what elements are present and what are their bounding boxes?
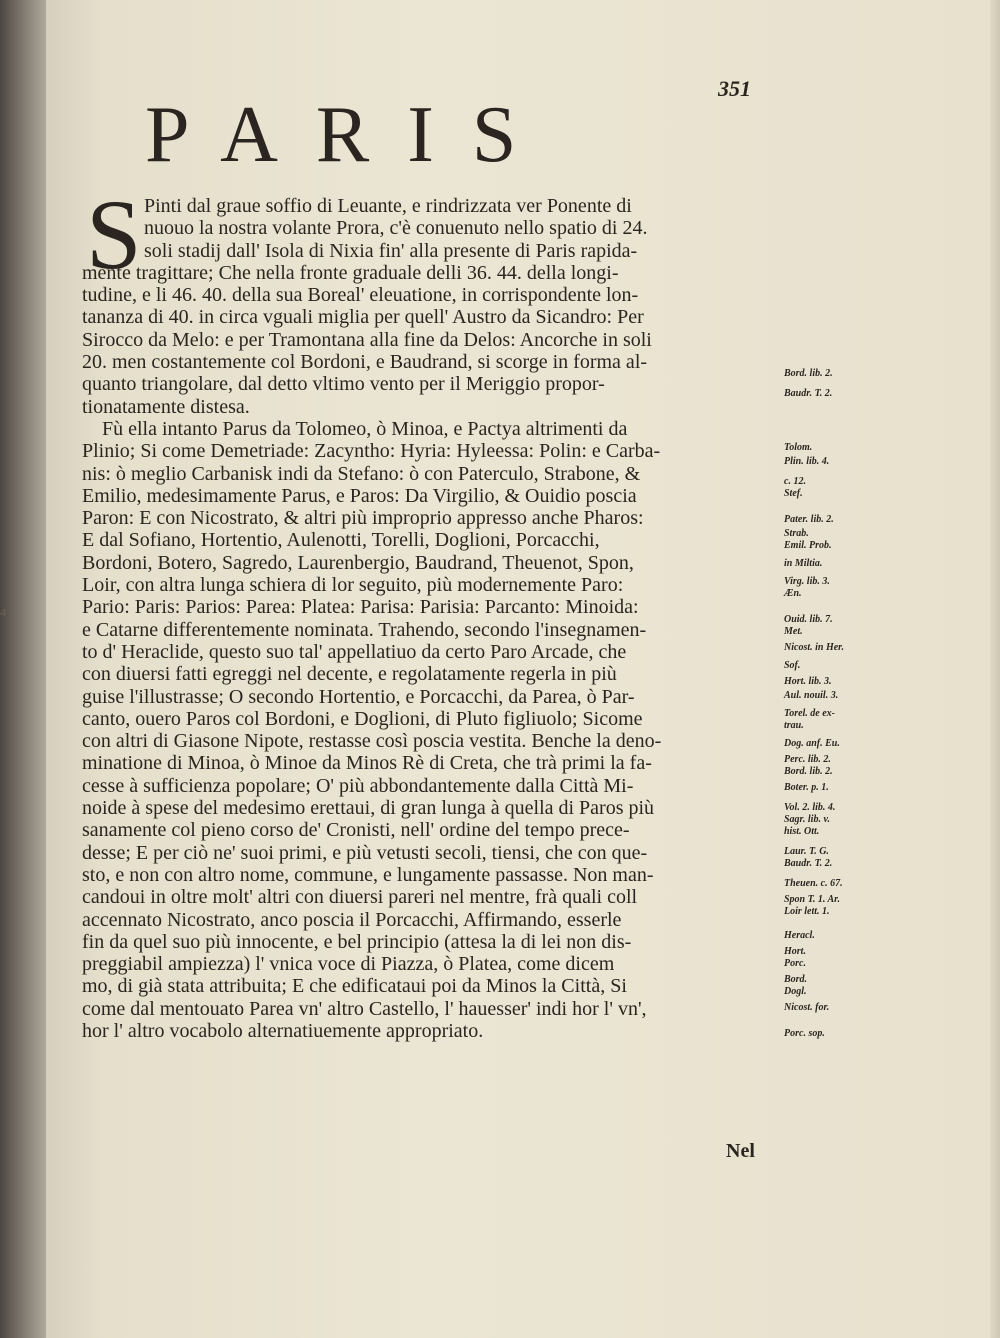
marginal-note: Met. bbox=[784, 626, 803, 637]
text-line: guise l'illustrasse; O secondo Hortentio, e Porcacchi, da Parea, ò Par- bbox=[82, 685, 635, 708]
text-line: canto, ouero Paros col Bordoni, e Doglioni, di Pluto figliuolo; Sicome bbox=[82, 707, 643, 730]
marginal-note: Dog. anf. Eu. bbox=[784, 738, 840, 749]
text-line: Fù ella intanto Parus da Tolomeo, ò Minoa, e Pactya altrimenti da bbox=[102, 417, 628, 440]
marginal-note: Laur. T. G. bbox=[784, 846, 829, 857]
text-line: tionatamente distesa. bbox=[82, 395, 250, 418]
marginal-note: Nicost. for. bbox=[784, 1002, 830, 1013]
margin-mark: 4 bbox=[0, 605, 6, 619]
text-line: candoui in oltre molt' altri con diuersi pareri nel mentre, frà quali coll bbox=[82, 886, 638, 909]
text-line: tananza di 40. in circa vguali miglia per quell' Austro da Sicandro: Per bbox=[82, 306, 644, 329]
text-line: Paron: E con Nicostrato, & altri più improprio appresso anche Pharos: bbox=[82, 507, 644, 530]
marginal-note: Perc. lib. 2. bbox=[784, 754, 831, 765]
marginal-note: Baudr. T. 2. bbox=[784, 388, 833, 399]
marginal-note: in Miltia. bbox=[784, 558, 823, 569]
marginal-note: Tolom. bbox=[784, 442, 813, 453]
text-line: con diuersi fatti egreggi nel decente, e regolatamente regerla in più bbox=[82, 663, 617, 686]
text-line: Sirocco da Melo: e per Tramontana alla fine da Delos: Ancorche in soli bbox=[82, 328, 652, 351]
body-text bbox=[82, 195, 782, 1042]
text-line: mente tragittare; Che nella fronte graduale delli 36. 44. della longi- bbox=[82, 261, 619, 284]
text-line: preggiabil ampiezza) l' vnica voce di Piazza, ò Platea, come dicem bbox=[82, 953, 615, 976]
marginal-note: c. 12. bbox=[784, 476, 806, 487]
marginal-note: Vol. 2. lib. 4. bbox=[784, 802, 836, 813]
text-line: 20. men costantemente col Bordoni, e Baudrand, si scorge in forma al- bbox=[82, 351, 648, 374]
marginal-note: Virg. lib. 3. bbox=[784, 576, 830, 587]
text-line: nuouo la nostra volante Prora, c'è conuenuto nello spatio di 24. bbox=[144, 217, 648, 240]
marginal-note: Spon T. 1. Ar. bbox=[784, 894, 840, 905]
marginal-note: Boter. p. 1. bbox=[784, 782, 829, 793]
marginal-note: Ouid. lib. 7. bbox=[784, 614, 833, 625]
text-line: fin da quel suo più innocente, e bel principio (attesa la di lei non dis- bbox=[82, 930, 632, 953]
catchword: Nel bbox=[726, 1140, 755, 1162]
text-line: accennato Nicostrato, anco poscia il Porcacchi, Affirmando, esserle bbox=[82, 908, 622, 931]
text-line: desse; E per ciò ne' suoi primi, e più vetusti secoli, tiensi, che con que- bbox=[82, 841, 648, 864]
text-line: Loir, con altra lunga schiera di lor seguito, più modernemente Paro: bbox=[82, 574, 624, 597]
marginal-note: Torel. de ex- bbox=[784, 708, 836, 719]
text-line: to d' Heraclide, questo suo tal' appellatiuo da certo Paro Arcade, che bbox=[82, 640, 627, 663]
text-line: con altri di Giasone Nipote, restasse così poscia vestita. Benche la deno- bbox=[82, 730, 662, 753]
text-line: cesse à sufficienza popolare; O' più abbondantemente dalla Città Mi- bbox=[82, 774, 634, 797]
text-line: minatione di Minoa, ò Minoe da Minos Rè di Creta, che trà primi la fa- bbox=[82, 752, 652, 775]
marginal-note: Porc. bbox=[784, 958, 806, 969]
marginal-note: Hort. lib. 3. bbox=[784, 676, 832, 687]
page-title: PARIS bbox=[145, 91, 555, 179]
text-line: nis: ò meglio Carbanisk indi da Stefano: ò con Paterculo, Strabone, & bbox=[82, 462, 641, 485]
text-line: Emilio, medesimamente Parus, e Paros: Da Virgilio, & Ouidio poscia bbox=[82, 484, 637, 507]
marginal-note: Nicost. in Her. bbox=[784, 642, 845, 653]
text-line: Pinti dal graue soffio di Leuante, e rindrizzata ver Ponente di bbox=[144, 195, 632, 217]
text-line: noide à spese del medesimo erettaui, di gran lunga à quella di Paros più bbox=[82, 797, 655, 820]
marginal-note: Dogl. bbox=[784, 986, 807, 997]
text-line: mo, di già stata attribuita; E che edificataui poi da Minos la Città, Si bbox=[82, 975, 627, 998]
text-line: e Catarne differentemente nominata. Trahendo, secondo l'insegnamen- bbox=[82, 618, 647, 641]
marginal-note: Bord. bbox=[784, 974, 808, 985]
marginal-note: Theuen. c. 67. bbox=[784, 878, 843, 889]
text-line: sto, e non con altro nome, commune, e lungamente passasse. Non man- bbox=[82, 863, 654, 886]
marginal-note: Emil. Prob. bbox=[784, 540, 832, 551]
text-line: sanamente col pieno corso de' Cronisti, nell' ordine del tempo prece- bbox=[82, 819, 630, 842]
marginal-note: Aul. nouil. 3. bbox=[784, 690, 839, 701]
marginal-note: Bord. lib. 2. bbox=[784, 766, 833, 777]
marginal-note: Plin. lib. 4. bbox=[784, 456, 830, 467]
marginal-note: Bord. lib. 2. bbox=[784, 368, 833, 379]
marginal-note: Sagr. lib. v. bbox=[784, 814, 831, 825]
text-line: quanto triangolare, dal detto vltimo vento per il Meriggio propor- bbox=[82, 373, 605, 396]
text-line: E dal Sofiano, Hortentio, Aulenotti, Torelli, Doglioni, Porcacchi, bbox=[82, 529, 600, 552]
marginal-note: Strab. bbox=[784, 528, 809, 539]
text-line: come dal mentouato Parea vn' altro Castello, l' hauesser' indi hor l' vn', bbox=[82, 997, 647, 1020]
marginal-note: Porc. sop. bbox=[784, 1028, 825, 1039]
marginal-note: Æn. bbox=[784, 588, 802, 599]
marginal-note: Baudr. T. 2. bbox=[784, 858, 833, 869]
text-line: hor l' altro vocabolo alternatiuemente appropriato. bbox=[82, 1019, 484, 1042]
text-line: Plinio; Si come Demetriade: Zacyntho: Hyria: Hyleessa: Polin: e Carba- bbox=[82, 440, 661, 463]
text-line: Pario: Paris: Parios: Parea: Platea: Parisa: Parisia: Parcanto: Minoida: bbox=[82, 596, 639, 619]
drop-cap-initial: S bbox=[86, 179, 142, 290]
marginal-note: Hort. bbox=[784, 946, 806, 957]
text-line: soli stadij dall' Isola di Nixia fin' alla presente di Paris rapida- bbox=[144, 239, 638, 262]
marginal-note: Loir lett. 1. bbox=[784, 906, 830, 917]
page-number: 351 bbox=[718, 76, 751, 101]
marginal-note: Heracl. bbox=[784, 930, 815, 941]
marginal-note: Pater. lib. 2. bbox=[784, 514, 834, 525]
marginal-note: trau. bbox=[784, 720, 804, 731]
text-line: tudine, e li 46. 40. della sua Boreal' eleuatione, in corrispondente lon- bbox=[82, 284, 639, 307]
page-edge bbox=[990, 0, 1000, 1338]
marginal-note: Stef. bbox=[784, 488, 803, 499]
text-line: Bordoni, Botero, Sagredo, Laurenbergio, Baudrand, Theuenot, Spon, bbox=[82, 551, 634, 574]
marginal-note: hist. Ott. bbox=[784, 826, 820, 837]
marginal-note: Sof. bbox=[784, 660, 801, 671]
